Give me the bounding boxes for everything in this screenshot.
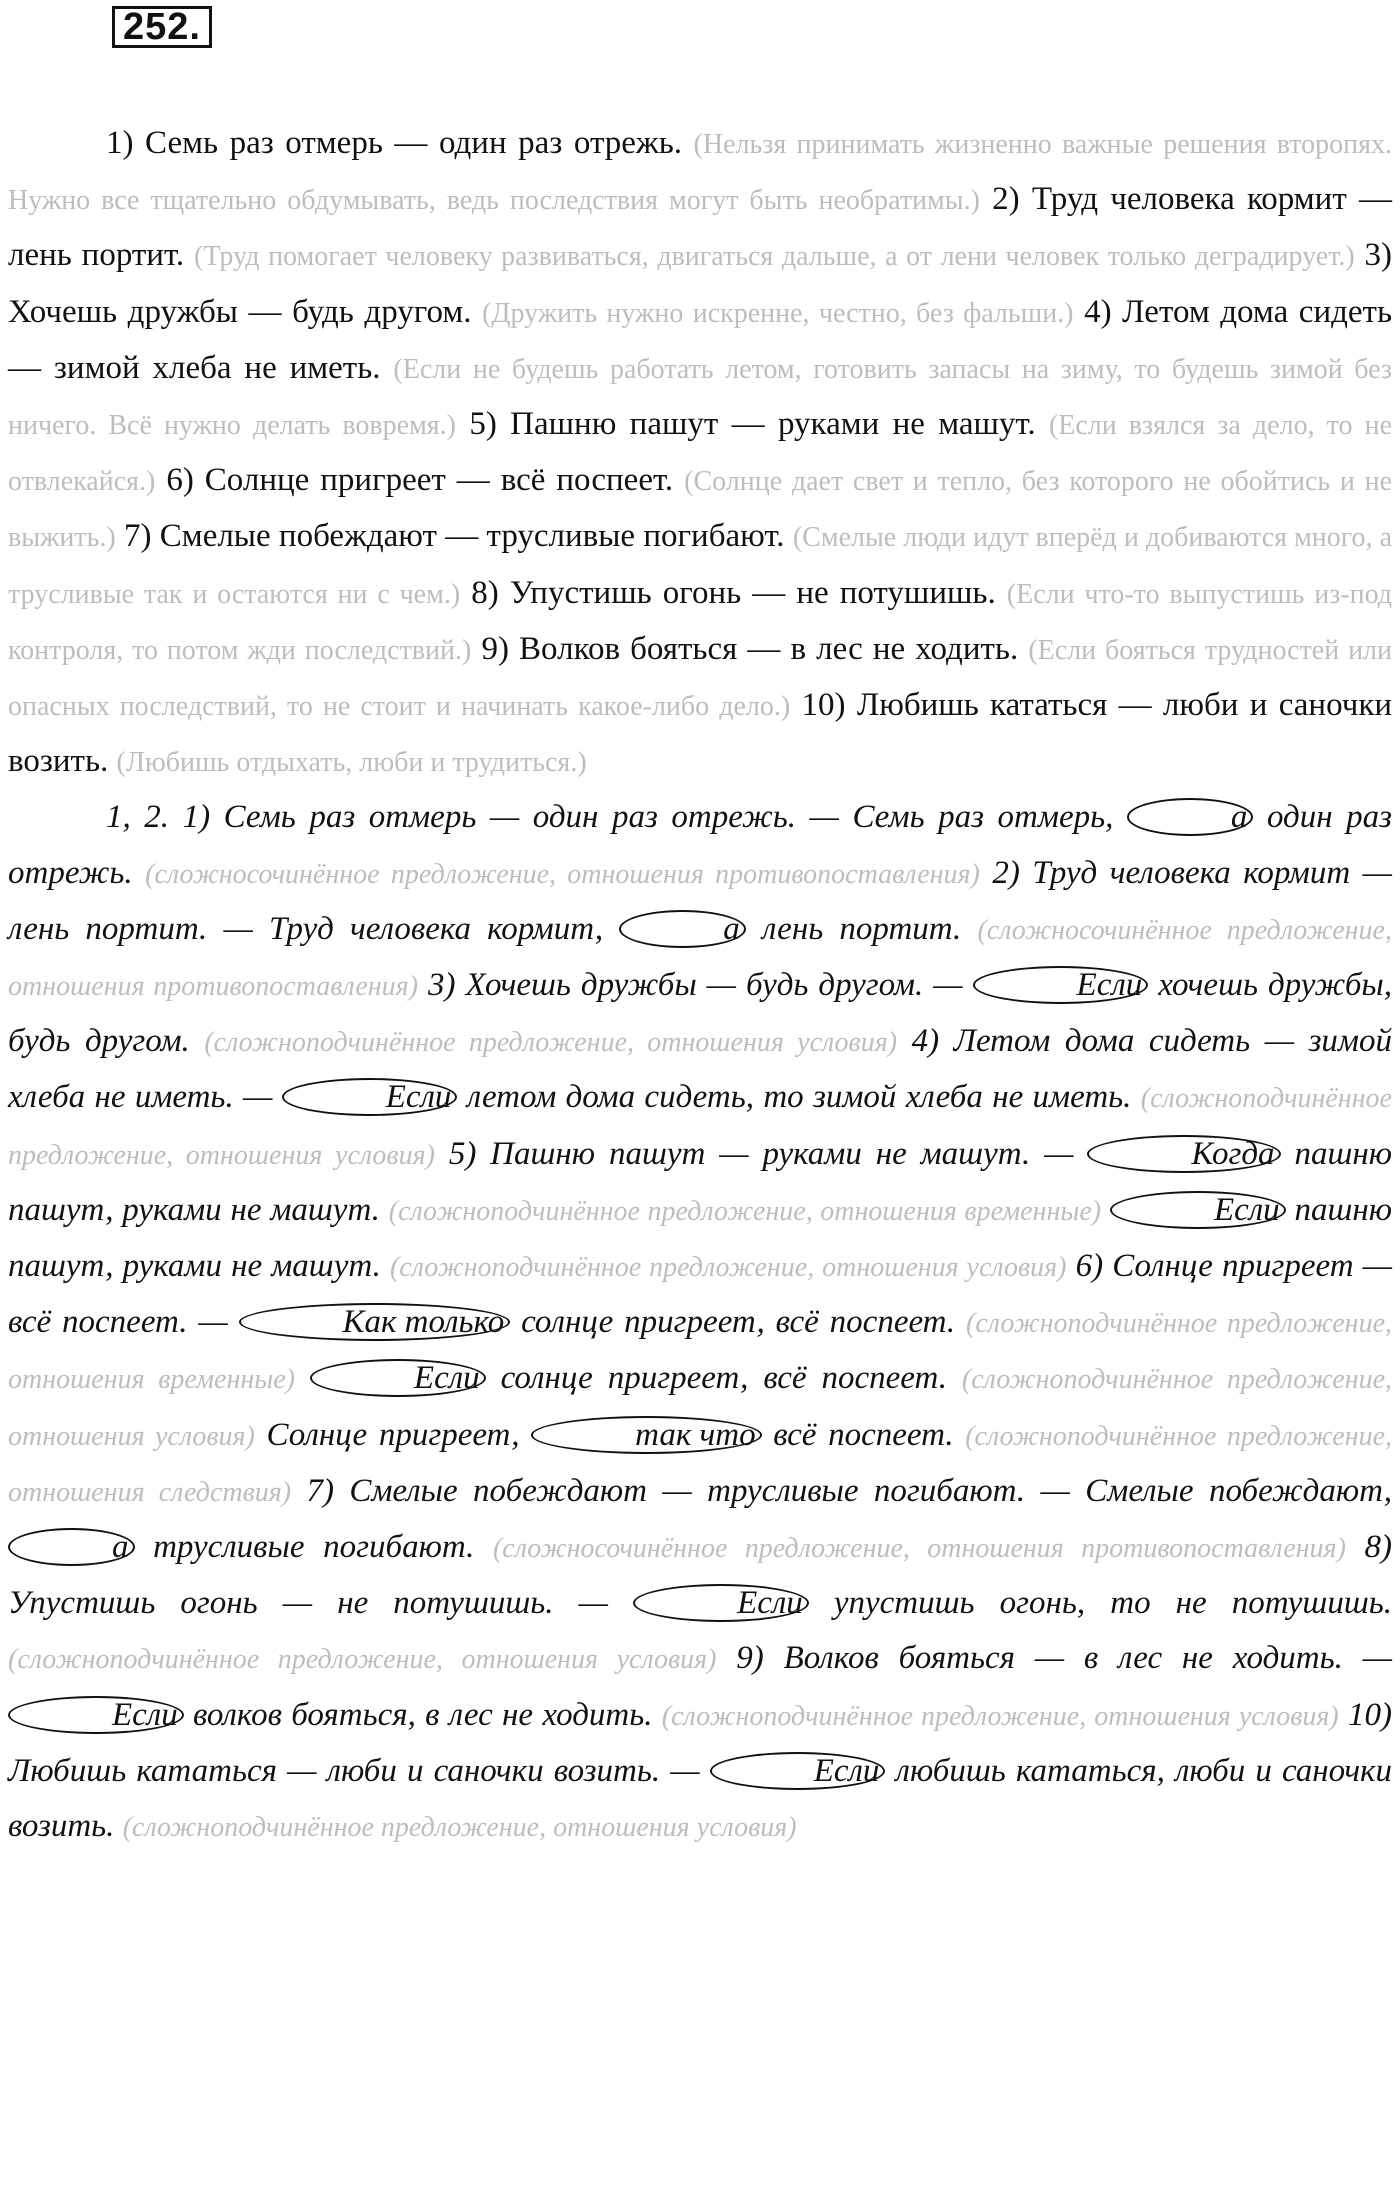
circled-conjunction: а	[619, 910, 746, 948]
sentence-type-note: (сложноподчинённое предложение, отношения условия)	[8, 1644, 717, 1676]
analysis-text: упустишь огонь, то не потушишь.	[808, 1585, 1392, 1622]
proverb-text: Солнце пригреет — всё поспеет.	[204, 462, 674, 499]
circled-conjunction: Если	[973, 966, 1149, 1004]
proverb-explanation: (Дружить нужно искренне, честно, без фальши.)	[482, 297, 1074, 329]
analysis-text: 10) Любишь кататься — люби и саночки возить. —	[8, 1696, 1393, 1789]
analysis-text: один раз отрежь.	[8, 799, 1393, 891]
exercise-number: 252.	[112, 6, 212, 48]
analysis-text: 4) Летом дома сидеть — зимой хлеба не иметь. —	[8, 1023, 1392, 1116]
analysis-text: лень портит.	[745, 910, 978, 947]
proverb-text: Смелые побеждают — трусливые погибают.	[159, 518, 785, 555]
proverb-number: 5)	[469, 406, 497, 443]
circled-conjunction: Как только	[239, 1303, 511, 1341]
analysis-text: солнце пригреет, всё поспеет.	[485, 1360, 962, 1397]
proverb-number: 7)	[124, 518, 152, 555]
analysis-text: 3) Хочешь дружбы — будь другом. —	[428, 967, 973, 1004]
sentence-analysis-paragraph	[8, 790, 1392, 1855]
analysis-text: трусливые погибают.	[134, 1529, 493, 1566]
sentence-type-note: (сложноподчинённое предложение, отношения условия)	[661, 1700, 1339, 1732]
proverb-text: Семь раз отмерь — один раз отрежь.	[145, 125, 683, 161]
circled-conjunction: а	[8, 1528, 135, 1566]
analysis-item	[8, 1248, 1392, 1509]
circled-conjunction: Если	[633, 1584, 809, 1622]
sentence-type-note: (сложноподчинённое предложение, отношения условия)	[8, 1083, 1392, 1171]
circled-conjunction: Если	[710, 1752, 886, 1790]
proverb-explanation: (Если взялся за дело, то не отвлекайся.)	[8, 410, 1392, 498]
circled-conjunction: Если	[1110, 1191, 1286, 1229]
proverbs-paragraph	[8, 116, 1392, 790]
proverb-number: 6)	[166, 462, 194, 499]
circled-conjunction: Если	[310, 1359, 486, 1397]
proverb-text: Упустишь огонь — не потушишь.	[509, 574, 996, 611]
sentence-type-note: (сложноподчинённое предложение, отношения условия)	[389, 1252, 1067, 1284]
analysis-text: всё поспеет.	[761, 1416, 966, 1453]
circled-conjunction: Если	[8, 1696, 184, 1734]
circled-conjunction: а	[1127, 798, 1254, 836]
analysis-text	[1101, 1192, 1110, 1228]
proverb-explanation: (Смелые люди идут вперёд и добиваются много, а трусливые так и остаются ни с чем.)	[8, 522, 1393, 610]
sentence-type-note: (сложносочинённое предложение, отношения противопоставления)	[145, 858, 980, 890]
proverb-text: Волков бояться — в лес не ходить.	[519, 630, 1019, 667]
proverb-explanation: (Любишь отдыхать, люби и трудиться.)	[116, 747, 587, 779]
proverb-text: Хочешь дружбы — будь другом.	[8, 293, 472, 330]
analysis-text: солнце пригреет, всё поспеет.	[510, 1304, 967, 1341]
sentence-type-note: (сложноподчинённое предложение, отношения следствия)	[8, 1420, 1393, 1508]
proverb-text: Пашню пашут — руками не машут.	[510, 406, 1036, 443]
proverb-text: Любишь кататься — люби и саночки возить.	[8, 687, 1393, 780]
proverb-number: 10)	[801, 687, 846, 724]
analysis-text: волков бояться, в лес не ходить.	[183, 1696, 662, 1733]
task-numbers: 1, 2.	[106, 799, 170, 836]
proverb-text: Труд человека кормит — лень портит.	[8, 181, 1392, 274]
circled-conjunction: Если	[282, 1078, 458, 1116]
analysis-text: 8) Упустишь огонь — не потушишь. —	[8, 1529, 1393, 1622]
proverb-explanation: (Нельзя принимать жизненно важные решения второпях. Нужно все тщательно обдумывать, ведь последствия могут быть необратимы.)	[8, 129, 1393, 217]
answer-text	[8, 116, 1392, 1855]
analysis-text: хочешь дружбы, будь другом.	[8, 967, 1393, 1060]
proverb-text: Летом дома сидеть — зимой хлеба не иметь.	[8, 293, 1393, 386]
proverb-number: 4)	[1084, 293, 1112, 330]
analysis-text: 7) Смелые побеждают — трусливые погибают. — Смелые побеждают,	[306, 1472, 1392, 1509]
analysis-text	[295, 1360, 310, 1396]
proverb-explanation: (Если не будешь работать летом, готовить запасы на зиму, то будешь зимой без ничего. Всё нужно делать вовремя.)	[8, 353, 1393, 442]
proverb-number: 9)	[481, 630, 509, 667]
analysis-text: 9) Волков бояться — в лес не ходить. —	[736, 1640, 1393, 1677]
analysis-text: пашню пашут, руками не машут.	[8, 1135, 1392, 1228]
analysis-text: 2) Труд человека кормит — лень портит. — Труд человека кормит,	[8, 854, 1393, 947]
proverb-explanation: (Если бояться трудностей или опасных последствий, то не стоит и начинать какое-либо дело.)	[8, 634, 1393, 723]
proverb-number: 8)	[471, 574, 499, 611]
sentence-type-note: (сложноподчинённое предложение, отношения временные)	[8, 1308, 1392, 1396]
analysis-text: 1) Семь раз отмерь — один раз отрежь. — Семь раз отмерь,	[182, 799, 1127, 836]
circled-conjunction: Когда	[1087, 1135, 1280, 1173]
sentence-type-note: (сложноподчинённое предложение, отношения временные)	[388, 1195, 1102, 1227]
circled-conjunction: так что	[531, 1416, 762, 1454]
proverb-explanation: (Солнце дает свет и тепло, без которого не обойтись и не выжить.)	[8, 466, 1392, 554]
analysis-text: 5) Пашню пашут — руками не машут. —	[448, 1135, 1088, 1172]
proverb-number: 2)	[992, 181, 1020, 218]
analysis-text: Солнце пригреет,	[254, 1416, 532, 1453]
sentence-type-note: (сложносочинённое предложение, отношения противопоставления)	[8, 914, 1392, 1003]
analysis-text: летом дома сидеть, то зимой хлеба не иметь.	[457, 1079, 1141, 1116]
proverb-number: 1)	[106, 125, 134, 161]
proverb-explanation: (Если что-то выпустишь из-под контроля, то потом жди последствий.)	[8, 578, 1393, 666]
proverb-number: 3)	[1364, 237, 1393, 274]
sentence-type-note: (сложносочинённое предложение, отношения противопоставления)	[492, 1533, 1346, 1565]
analysis-text: пашню пашут, руками не машут.	[8, 1191, 1393, 1285]
analysis-text: 6) Солнце пригреет — всё поспеет. —	[8, 1248, 1393, 1341]
proverb-explanation: (Труд помогает человеку развиваться, двигаться дальше, а от лени человек только деградирует.)	[194, 241, 1355, 273]
analysis-text: любишь кататься, люби и саночки возить.	[8, 1752, 1392, 1845]
sentence-type-note: (сложноподчинённое предложение, отношения условия)	[8, 1364, 1393, 1452]
sentence-type-note: (сложноподчинённое предложение, отношения условия)	[122, 1812, 797, 1844]
sentence-type-note: (сложноподчинённое предложение, отношения условия)	[204, 1027, 898, 1059]
